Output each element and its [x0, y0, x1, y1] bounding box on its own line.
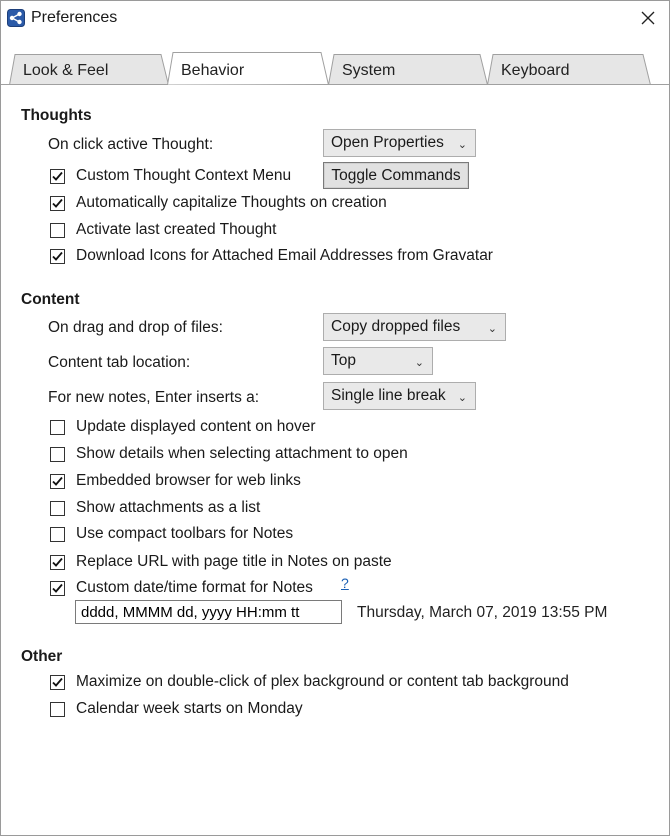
drag-drop-value: Copy dropped files [331, 318, 461, 335]
chevron-down-icon: ⌄ [414, 357, 424, 369]
chevron-down-icon: ⌄ [457, 392, 467, 404]
checkbox-box[interactable] [50, 527, 65, 542]
checkbox-label: Download Icons for Attached Email Addresses from Gravatar [76, 247, 493, 264]
custom-date-checkbox[interactable] [50, 578, 313, 598]
drag-drop-label: On drag and drop of files: [48, 319, 223, 336]
checkbox-label: Replace URL with page title in Notes on paste [76, 553, 392, 570]
section-title-thoughts: Thoughts [21, 107, 92, 124]
checkbox-label: Show attachments as a list [76, 499, 261, 516]
toggle-commands-button[interactable]: Toggle Commands [323, 162, 469, 189]
activate-last-checkbox[interactable] [50, 220, 276, 240]
replace-url-checkbox[interactable] [50, 552, 392, 572]
tab-behavior[interactable] [167, 51, 343, 85]
on-click-dropdown[interactable] [323, 129, 476, 157]
brain-icon [7, 9, 25, 27]
tab-strip [1, 51, 669, 85]
checkbox-box[interactable] [50, 581, 65, 596]
enter-inserts-label: For new notes, Enter inserts a: [48, 389, 260, 406]
checkbox-label: Custom Thought Context Menu [76, 167, 292, 184]
tab-label: Behavior [181, 62, 245, 79]
tab-keyboard[interactable] [487, 53, 665, 85]
tab-system[interactable] [328, 53, 502, 85]
tab-divider [1, 84, 669, 85]
drag-drop-dropdown[interactable] [323, 313, 506, 341]
download-icons-checkbox[interactable] [50, 246, 493, 266]
checkbox-box[interactable] [50, 675, 65, 690]
date-format-input[interactable] [75, 600, 342, 624]
auto-capitalize-checkbox[interactable] [50, 193, 387, 213]
tab-location-value: Top [331, 352, 356, 369]
checkbox-label: Activate last created Thought [76, 221, 277, 238]
checkbox-label: Custom date/time format for Notes [76, 579, 313, 596]
enter-inserts-value: Single line break [331, 387, 446, 404]
checkbox-label: Show details when selecting attachment to open [76, 445, 408, 462]
checkbox-label: Calendar week starts on Monday [76, 700, 303, 717]
close-icon[interactable] [637, 7, 659, 29]
show-details-checkbox[interactable] [50, 444, 408, 464]
embedded-browser-checkbox[interactable] [50, 471, 301, 491]
update-on-hover-checkbox[interactable] [50, 417, 316, 437]
chevron-down-icon: ⌄ [457, 139, 467, 151]
section-title-content: Content [21, 291, 80, 308]
section-title-other: Other [21, 648, 63, 665]
tab-location-label: Content tab location: [48, 354, 191, 371]
checkbox-box[interactable] [50, 249, 65, 264]
tab-label: Keyboard [501, 62, 570, 79]
checkbox-box[interactable] [50, 447, 65, 462]
checkbox-label: Use compact toolbars for Notes [76, 525, 294, 542]
checkbox-box[interactable] [50, 702, 65, 717]
checkbox-box[interactable] [50, 169, 65, 184]
on-click-value: Open Properties [331, 134, 444, 151]
checkbox-label: Automatically capitalize Thoughts on creation [76, 194, 387, 211]
tab-location-dropdown[interactable] [323, 347, 433, 375]
checkbox-label: Maximize on double-click of plex background or content tab background [76, 673, 569, 690]
checkbox-box[interactable] [50, 223, 65, 238]
custom-context-menu-checkbox[interactable] [50, 166, 291, 186]
checkbox-label: Update displayed content on hover [76, 418, 316, 435]
compact-toolbars-checkbox[interactable] [50, 524, 293, 544]
enter-inserts-dropdown[interactable] [323, 382, 476, 410]
checkbox-box[interactable] [50, 420, 65, 435]
checkbox-box[interactable] [50, 474, 65, 489]
window-title: Preferences [31, 9, 118, 26]
chevron-down-icon: ⌄ [487, 323, 497, 335]
date-preview-text: Thursday, March 07, 2019 13:55 PM [357, 604, 608, 621]
help-link[interactable]: ? [341, 575, 349, 591]
week-monday-checkbox[interactable] [50, 699, 303, 719]
tab-look-and-feel[interactable] [9, 53, 183, 85]
tab-label: System [342, 62, 396, 79]
checkbox-box[interactable] [50, 196, 65, 211]
checkbox-box[interactable] [50, 501, 65, 516]
tab-label: Look & Feel [23, 62, 109, 79]
title-bar [1, 1, 669, 35]
maximize-checkbox[interactable] [50, 672, 569, 692]
checkbox-box[interactable] [50, 555, 65, 570]
checkbox-label: Embedded browser for web links [76, 472, 301, 489]
attachments-list-checkbox[interactable] [50, 498, 260, 518]
on-click-label: On click active Thought: [48, 136, 214, 153]
